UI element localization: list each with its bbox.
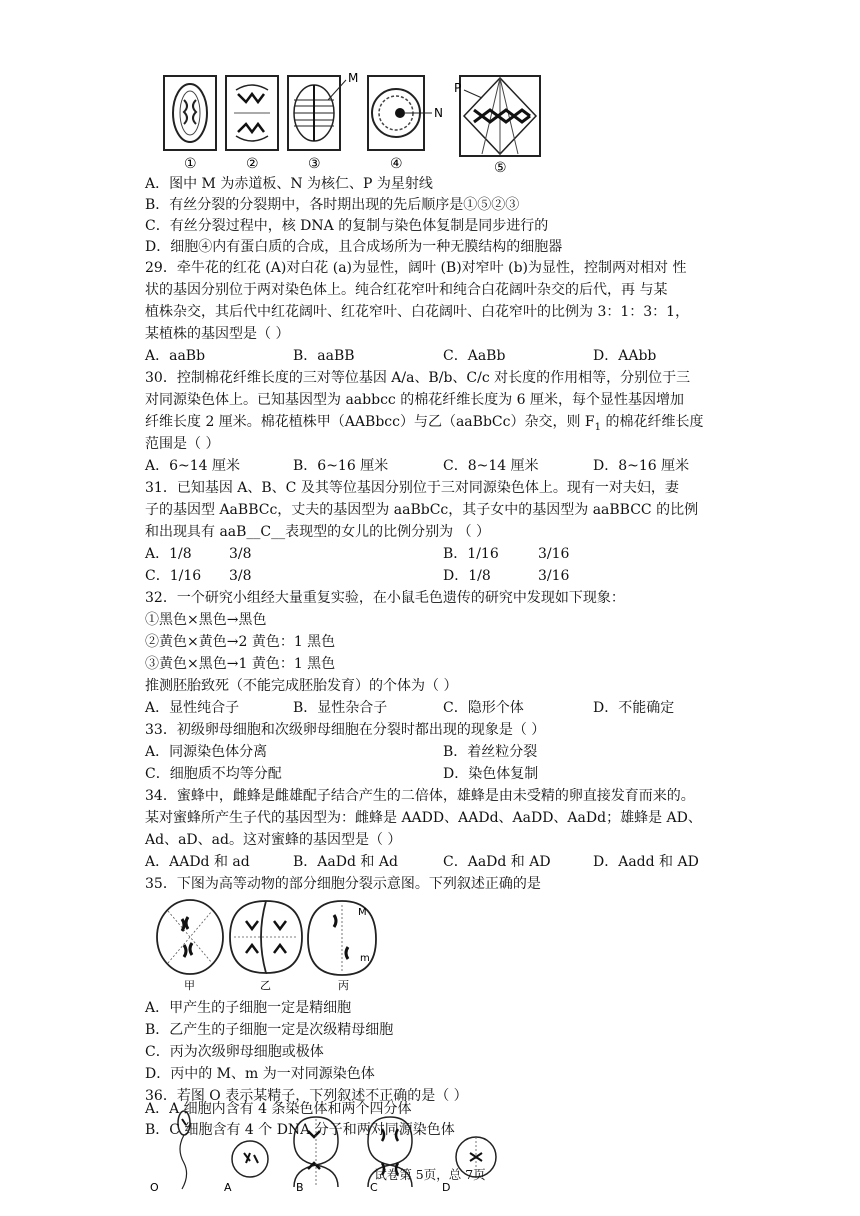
fig-label-d: D <box>442 1181 451 1194</box>
q30-option-b: B．6~16 厘米 <box>293 458 389 474</box>
q31-option-c-value: 3/8 <box>229 568 252 584</box>
q32-line-4: ③黄色×黑色→1 黄色：1 黑色 <box>145 656 336 672</box>
q35-line: 35．下图为高等动物的部分细胞分裂示意图。下列叙述正确的是 <box>145 876 541 892</box>
q31-options-row-2 <box>145 567 705 585</box>
q31-option-b-label: B．1/16 <box>443 546 499 562</box>
q29-option-d: D．AAbb <box>593 348 657 364</box>
fig-label-jia: 甲 <box>184 979 195 992</box>
q33-option-b: B．着丝粒分裂 <box>443 744 538 760</box>
q28-option-c: C．有丝分裂过程中，核 DNA 的复制与染色体复制是同步进行的 <box>145 218 549 234</box>
q33-line: 33．初级卵母细胞和次级卵母细胞在分裂时都出现的现象是（ ） <box>145 722 546 738</box>
q28-option-b: B．有丝分裂的分裂期中，各时期出现的先后顺序是①⑤②③ <box>145 197 520 213</box>
fig-label-a: A <box>224 1181 232 1194</box>
q31-option-a-label: A．1/8 <box>145 546 192 562</box>
fig-label-1: ① <box>184 156 197 172</box>
q30-line-2: 对同源染色体上。已知基因型为 aabbcc 的棉花纤维长度为 6 厘米，每个显性基因增加 <box>145 392 685 408</box>
q31-options-row-1 <box>145 545 705 563</box>
fig-label-4: ④ <box>390 156 403 172</box>
q34-option-c: C．AaDd 和 AD <box>443 854 551 870</box>
q30-line-3 <box>145 413 703 437</box>
fig-label-bing: 丙 <box>338 979 349 992</box>
mark-big-m: M <box>358 907 367 918</box>
q31-option-a-value: 3/8 <box>229 546 252 562</box>
q31-option-d-value: 3/16 <box>538 568 570 584</box>
q30-option-a: A．6~14 厘米 <box>145 458 241 474</box>
q30-option-d: D．8~16 厘米 <box>593 458 690 474</box>
q34-line-1: 34．蜜蜂中，雌蜂是雌雄配子结合产生的二倍体，雄蜂是由未受精的卵直接发育而来的。 <box>145 788 695 804</box>
q30-line-3-tail: 的棉花纤维长度 <box>601 414 704 430</box>
mark-small-m: m <box>360 953 370 964</box>
q31-option-b-value: 3/16 <box>538 546 570 562</box>
q31-option-c-label: C．1/16 <box>145 568 202 584</box>
q34-option-d: D．Aadd 和 AD <box>593 854 699 870</box>
q32-option-c: C．隐形个体 <box>443 700 524 716</box>
q34-line-3: Ad、aD、ad。这对蜜蜂的基因型是（ ） <box>145 832 402 848</box>
fig-label-c: C <box>370 1181 378 1194</box>
fig-label-2: ② <box>246 156 259 172</box>
q30-f1-subscript: 1 <box>594 421 601 433</box>
q32-line-1: 32．一个研究小组经大量重复实验，在小鼠毛色遗传的研究中发现如下现象： <box>145 590 625 606</box>
mark-p: P <box>454 81 462 95</box>
q32-line-5: 推测胚胎致死（不能完成胚胎发育）的个体为（ ） <box>145 678 458 694</box>
fig-label-b: B <box>296 1181 304 1194</box>
q36-option-a: A．A 细胞内含有 4 条染色体和两个四分体 <box>145 1101 412 1117</box>
q35-option-b: B．乙产生的子细胞一定是次级精母细胞 <box>145 1022 394 1038</box>
meiosis-figure <box>152 897 378 993</box>
q29-line-3: 植株杂交，其后代中红花阔叶、红花窄叶、白花阔叶、白花窄叶的比例为 3：1：3：1， <box>145 304 690 320</box>
q29-line-2: 状的基因分别位于两对染色体上。纯合红花窄叶和纯合白花阔叶杂交的后代，再 与某 <box>145 282 668 298</box>
q29-option-a: A．aaBb <box>145 348 206 364</box>
q30-line-4: 范围是（ ） <box>145 436 220 452</box>
q30-option-c: C．8~14 厘米 <box>443 458 539 474</box>
q33-option-d: D．染色体复制 <box>443 766 539 782</box>
mark-n: N <box>434 106 443 120</box>
fig-label-5: ⑤ <box>494 160 507 174</box>
fig-label-3: ③ <box>308 156 321 172</box>
q29-line-1: 29．牵牛花的红花 (A)对白花 (a)为显性，阔叶 (B)对窄叶 (b)为显性，控制两对相对 性 <box>145 260 687 276</box>
q29-option-b: B．aaBB <box>293 348 355 364</box>
mark-m: M <box>348 71 359 85</box>
q35-option-d: D．丙中的 M、m 为一对同源染色体 <box>145 1066 375 1082</box>
q31-line-2: 子的基因型 AaBBCc，丈夫的基因型为 aaBbCc，其子女中的基因型为 aaBBCC 的比例 <box>145 502 699 518</box>
q31-option-d-label: D．1/8 <box>443 568 491 584</box>
q34-options <box>145 853 705 871</box>
q32-options <box>145 699 705 717</box>
q32-line-3: ②黄色×黄色→2 黄色：1 黑色 <box>145 634 336 650</box>
q29-option-c: C．AaBb <box>443 348 506 364</box>
q32-option-a: A．显性纯合子 <box>145 700 240 716</box>
q35-option-c: C．丙为次级卵母细胞或极体 <box>145 1044 324 1060</box>
q32-option-b: B．显性杂合子 <box>293 700 388 716</box>
q28-option-a: A．图中 M 为赤道板、N 为核仁、P 为星射线 <box>145 176 433 192</box>
q34-option-b: B．AaDd 和 Ad <box>293 854 398 870</box>
fig-label-o: O <box>150 1181 159 1194</box>
q30-line-3-text: 纤维长度 2 厘米。棉花植株甲（AABbcc）与乙（aaBbCc）杂交，则 F <box>145 414 595 430</box>
q33-option-a: A．同源染色体分离 <box>145 744 268 760</box>
q33-options-row-1 <box>145 743 705 761</box>
q32-line-2: ①黑色×黑色→黑色 <box>145 612 267 628</box>
q33-option-c: C．细胞质不均等分配 <box>145 766 282 782</box>
q31-line-1: 31．已知基因 A、B、C 及其等位基因分别位于三对同源染色体上。现有一对夫妇，妻 <box>145 480 679 496</box>
q36-line: 36．若图 O 表示某精子，下列叙述不正确的是（ ） <box>145 1088 468 1104</box>
q33-options-row-2 <box>145 765 705 783</box>
q28-option-d: D．细胞④内有蛋白质的合成，且合成场所为一种无膜结构的细胞器 <box>145 239 563 255</box>
page-footer: 试卷第 5页，总 7页 <box>374 1167 486 1182</box>
q29-options <box>145 347 705 365</box>
q30-options <box>145 457 705 475</box>
fig-label-yi: 乙 <box>260 979 271 992</box>
q34-line-2: 某对蜜蜂所产生子代的基因型为：雌蜂是 AADD、AADd、AaDD、AaDd；雄蜂是 AD、 <box>145 810 702 826</box>
q36-option-b: B．C 细胞含有 4 个 DNA 分子和两对同源染色体 <box>145 1122 455 1138</box>
q35-option-a: A．甲产生的子细胞一定是精细胞 <box>145 1000 352 1016</box>
q34-option-a: A．AADd 和 ad <box>145 854 250 870</box>
q31-line-3: 和出现具有 aaB__C__表现型的女儿的比例分别为 （ ） <box>145 524 491 540</box>
q30-line-1: 30．控制棉花纤维长度的三对等位基因 A/a、B/b、C/c 对长度的作用相等，分别位于三 <box>145 370 691 386</box>
q32-option-d: D．不能确定 <box>593 700 675 716</box>
mitosis-figure <box>160 70 590 174</box>
q29-line-4: 某植株的基因型是（ ） <box>145 326 290 342</box>
